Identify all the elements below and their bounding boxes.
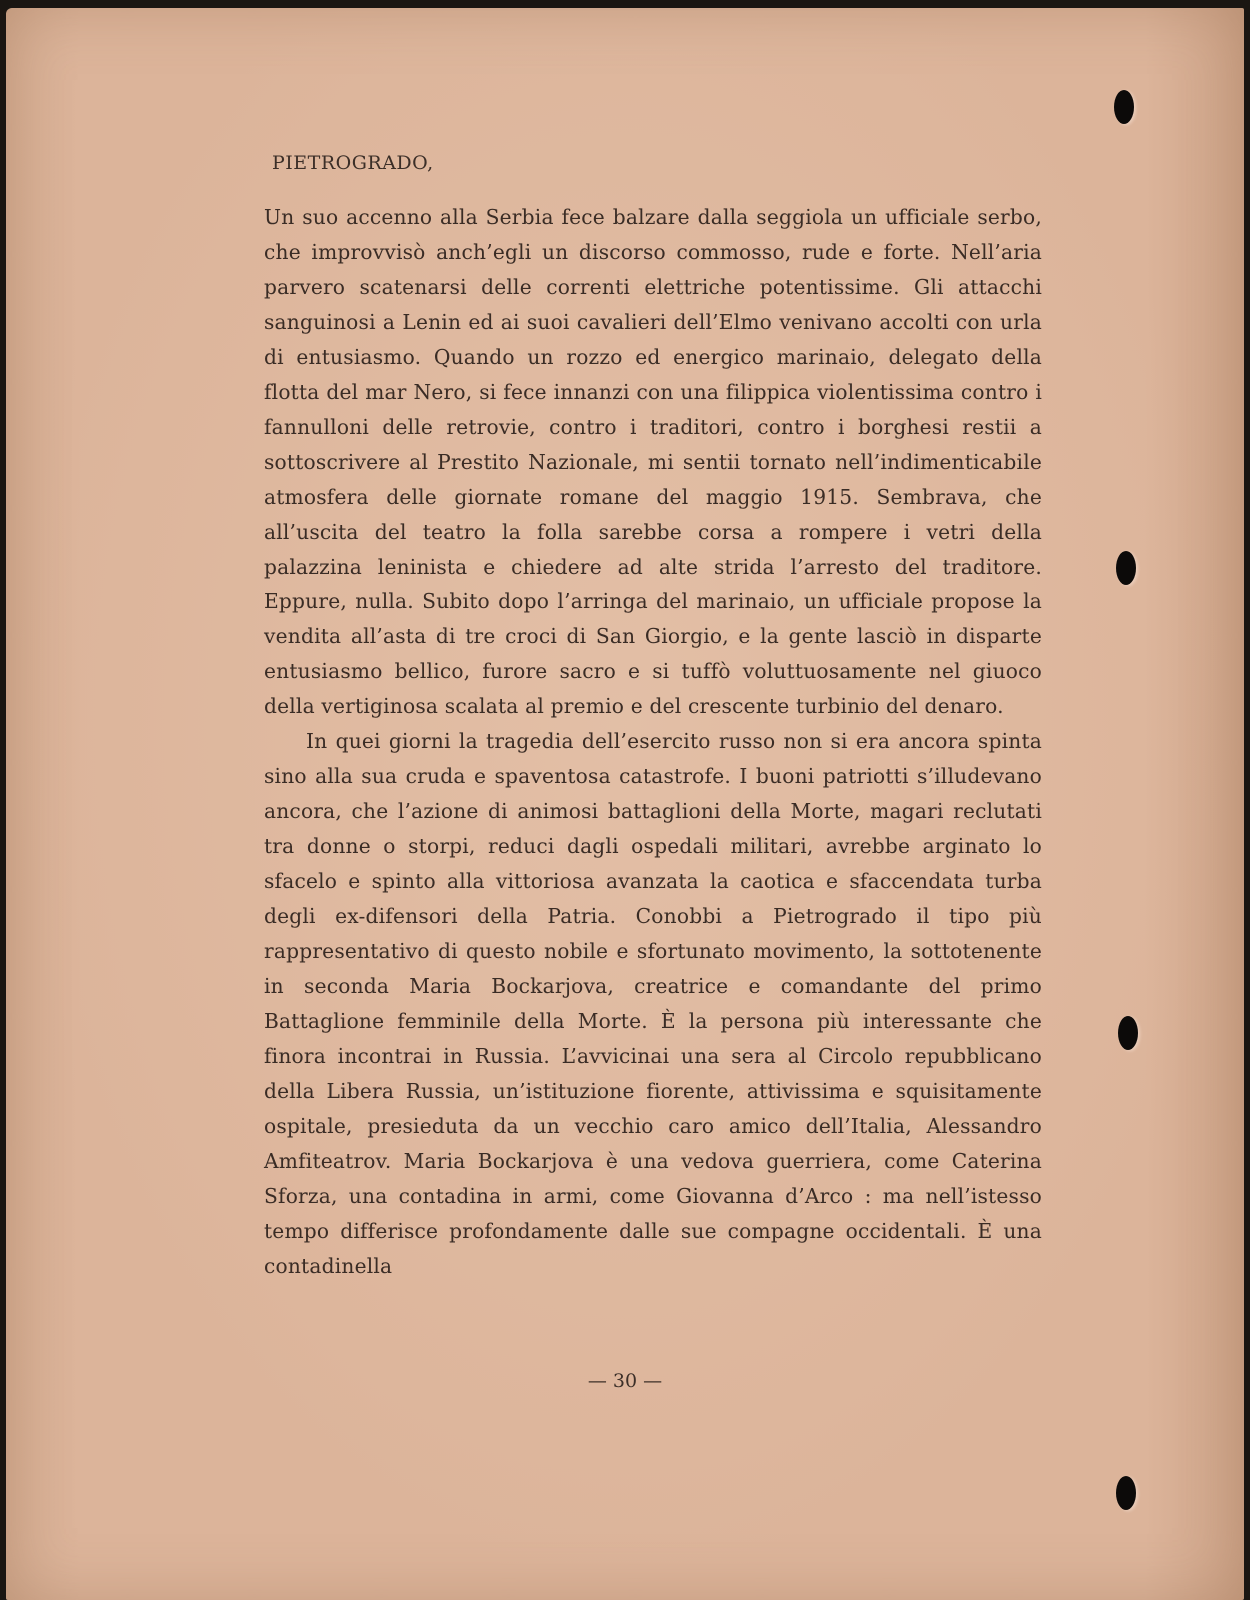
paragraph-2: In quei giorni la tragedia dell’esercito russo non si era ancora spinta sino alla sua cruda e spaventosa catastrofe. I buoni patriotti s’illudevano ancora, che l’azione di animosi battaglioni della Morte, magari reclutati tra donne o storpi, reduci dagli ospedali militari, avrebbe arginato lo sfacelo e spinto alla vittoriosa avanzata la caotica e sfaccendata turba degli ex-difensori della Patria. Conobbi a Pietrogrado il tipo più rappresentativo di questo nobile e sfortunato movimento, la sottotenente in seconda Maria Bockarjova, creatrice e comandante del primo Battaglione femminile della Morte. È la persona più interessante che finora incontrai in Russia. L’avvicinai una sera al Circolo repubblicano della Libera Russia, un’istituzione fiorente, attivissima e squisitamente ospitale, presieduta da un vecchio caro amico dell’Italia, Alessandro Amfiteatrov. Maria Bockarjova è una vedova guerriera, come Caterina Sforza, una contadina in armi, come Giovanna d’Arco : ma nell’istesso tempo differisce profondamente dalle sue compagne occidentali. È una contadinella [264, 729, 1042, 1278]
binder-hole-2 [1116, 551, 1136, 585]
binder-hole-1 [1114, 90, 1134, 124]
binder-hole-3 [1118, 1016, 1138, 1050]
binder-hole-4 [1116, 1476, 1136, 1510]
body-text [264, 200, 1042, 1284]
page-number: — 30 — [587, 1370, 663, 1392]
running-header: PIETROGRADO, [272, 152, 434, 174]
paragraph-1: Un suo accenno alla Serbia fece balzare dalla seggiola un ufficiale serbo, che improvvisò anch’egli un discorso commosso, rude e forte. Nell’aria parvero scatenarsi delle correnti elettriche potentissime. Gli attacchi sanguinosi a Lenin ed ai suoi cavalieri dell’Elmo venivano accolti con urla di entusiasmo. Quando un rozzo ed energico marinaio, delegato della flotta del mar Nero, si fece innanzi con una filippica violentissima contro i fannulloni delle retrovie, contro i traditori, contro i borghesi restii a sottoscrivere al Prestito Nazionale, mi sentii tornato nell’indimenticabile atmosfera delle giornate romane del maggio 1915. Sembrava, che all’uscita del teatro la folla sarebbe corsa a rompere i vetri della palazzina leninista e chiedere ad alte strida l’arresto del traditore. Eppure, nulla. Subito dopo l’arringa del marinaio, un ufficiale propose la vendita all’asta di tre croci di San Giorgio, e la gente lasciò in disparte entusiasmo bellico, furore sacro e si tuffò voluttuosamente nel giuoco della vertiginosa scalata al premio e del crescente turbinio del denaro. [264, 205, 1042, 719]
